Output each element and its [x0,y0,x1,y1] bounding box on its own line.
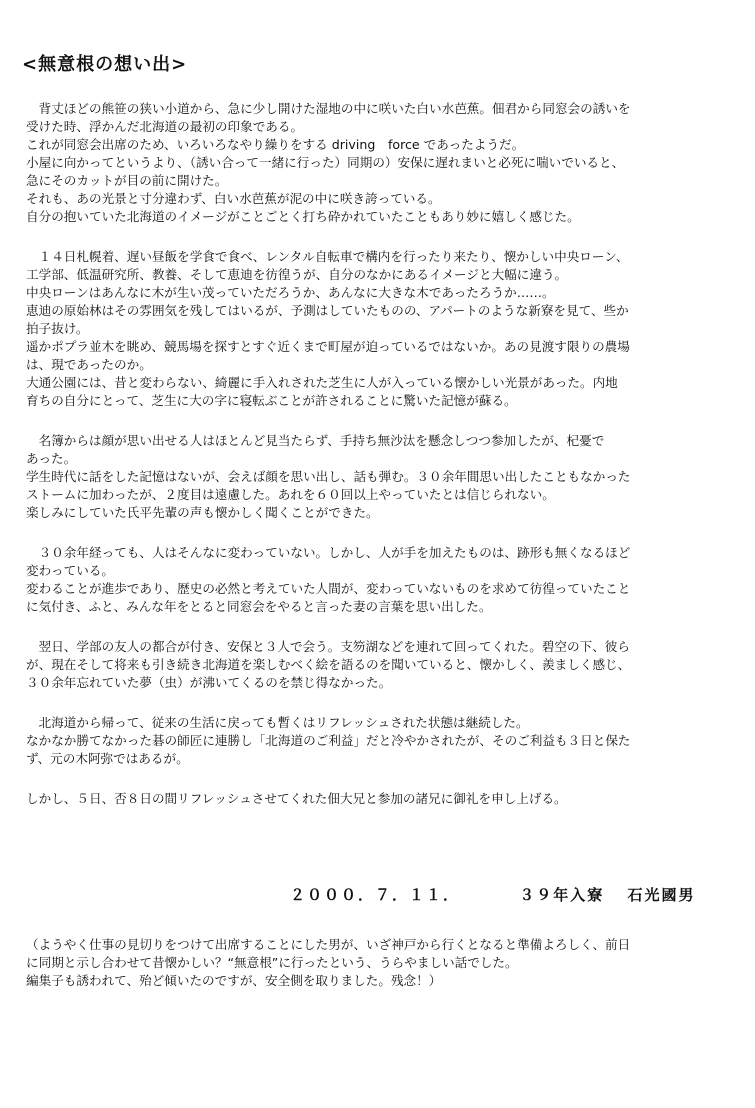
text-line: なかなか勝てなかった碁の師匠に連勝し「北海道のご利益」だと冷やかされたが、そのご利益も３日と保た [26,733,631,748]
text-line: は、現であったのか。 [26,357,152,372]
text-line: 育ちの自分にとって、芝生に大の字に寝転ぶことが許されることに驚いた記憶が蘇る。 [26,393,517,408]
text-line: 北海道から帰って、従来の生活に戻っても暫くはリフレッシュされた状態は継続した。 [26,715,529,730]
paragraph-5 [26,638,731,692]
text-line: あった。 [26,451,77,466]
text-line: 小屋に向かってというより、（誘い合って一緒に行った）同期の）安保に遅れまいと必死に喘いでいると、 [26,155,625,170]
text-line: １４日札幌着、遅い昼飯を学食で食べ、レンタル自転車で構内を行ったり来たり、懐かしい中央ローン、 [26,249,629,264]
signature-class-year: ３９年入寮 [519,886,605,904]
text-line: 編集子も誘われて、殆ど傾いたのですが、安全側を取りました。残念！） [26,973,442,988]
text-line: 受けた時、浮かんだ北海道の最初の印象である。 [26,119,304,134]
paragraph-2 [26,248,731,410]
essay-body [26,100,731,808]
text-line: 背丈ほどの熊笹の狭い小道から、急に少し開けた湿地の中に咲いた白い水芭蕉。佃君から同窓会の誘いを [26,101,631,116]
text-line: 学生時代に話をした記憶はないが、会えば顔を思い出し、話も弾む。３０余年間思い出したこともなかった [26,469,631,484]
signature-author: 石光國男 [627,886,696,904]
text-line: 楽しみにしていた氏平先輩の声も懐かしく聞くことができた。 [26,505,379,520]
text-line: に同期と示し合わせて昔懐かしい？“無意根”に行ったという、うらやましい話でした。 [26,955,518,970]
text-line: 中央ローンはあんなに木が生い茂っていただろうか、あんなに大きな木であったろうか……。 [26,285,555,300]
paragraph-gap [26,692,731,714]
document-title: <無意根の想い出> [22,54,188,75]
paragraph-gap [26,768,731,790]
text-line: 工学部、低温研究所、教養、そして恵迪を彷徨うが、自分のなかにあるイメージと大幅に違う。 [26,267,568,282]
text-line: しかし、５日、否８日の間リフレッシュさせてくれた佃大兄と参加の諸兄に御礼を申し上げる。 [26,791,567,806]
text-line: （ようやく仕事の見切りをつけて出席することにした男が、いざ神戸から行くとなると準備よろしく、前日 [26,937,631,952]
paragraph-7 [26,790,731,808]
text-line: 翌日、学部の友人の都合が付き、安保と３人で会う。支笏湖などを連れて回ってくれた。碧空の下、彼ら [26,639,630,654]
text-line: が、現在そして将来も引き続き北海道を楽しむべく絵を語るのを聞いていると、懐かしく、羨ましく感じ、 [26,657,631,672]
text-line: 遥かポプラ並木を眺め、競馬場を探すとすぐ近くまで町屋が迫っているではないか。あの見渡す限りの農場 [26,339,630,354]
paragraph-gap [26,616,731,638]
signature-date: ２０００．７．１１． [290,886,461,904]
text-line: ３０余年経っても、人はそんなに変わっていない。しかし、人が手を加えたものは、跡形も無くなるほど [26,545,631,560]
text-line: ず、元の木阿弥ではあるが。 [26,751,189,766]
text-line: 変わっている。 [26,563,115,578]
editor-note [26,936,731,990]
paragraph-6 [26,714,731,768]
paragraph-4 [26,544,731,616]
paragraph-gap [26,522,731,544]
paragraph-gap [26,226,731,248]
text-line: 自分の抱いていた北海道のイメージがことごとく打ち砕かれていたこともあり妙に嬉しく感じた。 [26,209,580,224]
signature [290,884,696,905]
text-line: 急にそのカットが目の前に開けた。 [26,173,228,188]
paragraph-3 [26,432,731,522]
paragraph-gap [26,410,731,432]
text-line: 大通公園には、昔と変わらない、綺麗に手入れされた芝生に人が入っている懐かしい光景があった。内地 [26,375,618,390]
text-line: 恵迪の原始林はその雰囲気を残してはいるが、予測はしていたものの、アパートのような新寮を見て、些か [26,303,629,318]
paragraph-1 [26,100,731,226]
text-line: に気付き、ふと、みんな年をとると同窓会をやると言った妻の言葉を思い出した。 [26,599,492,614]
text-line: ３０余年忘れていた夢（虫）が沸いてくるのを禁じ得なかった。 [26,675,392,690]
text-line: 変わることが進歩であり、歴史の必然と考えていた人間が、変わっていないものを求めて彷徨っていたこと [26,581,631,596]
text-line: これが同窓会出席のため、いろいろなやり繰りをする driving force であったようだ。 [26,137,525,152]
text-line: それも、あの光景と寸分違わず、白い水芭蕉が泥の中に咲き誇っている。 [26,191,441,206]
text-line: 拍子抜け。 [26,321,89,336]
text-line: 名簿からは顔が思い出せる人はほとんど見当たらず、手持ち無沙汰を懸念しつつ参加したが、杞憂で [26,433,605,448]
text-line: ストームに加わったが、２度目は遠慮した。あれを６０回以上やっていたとは信じられない。 [26,487,555,502]
